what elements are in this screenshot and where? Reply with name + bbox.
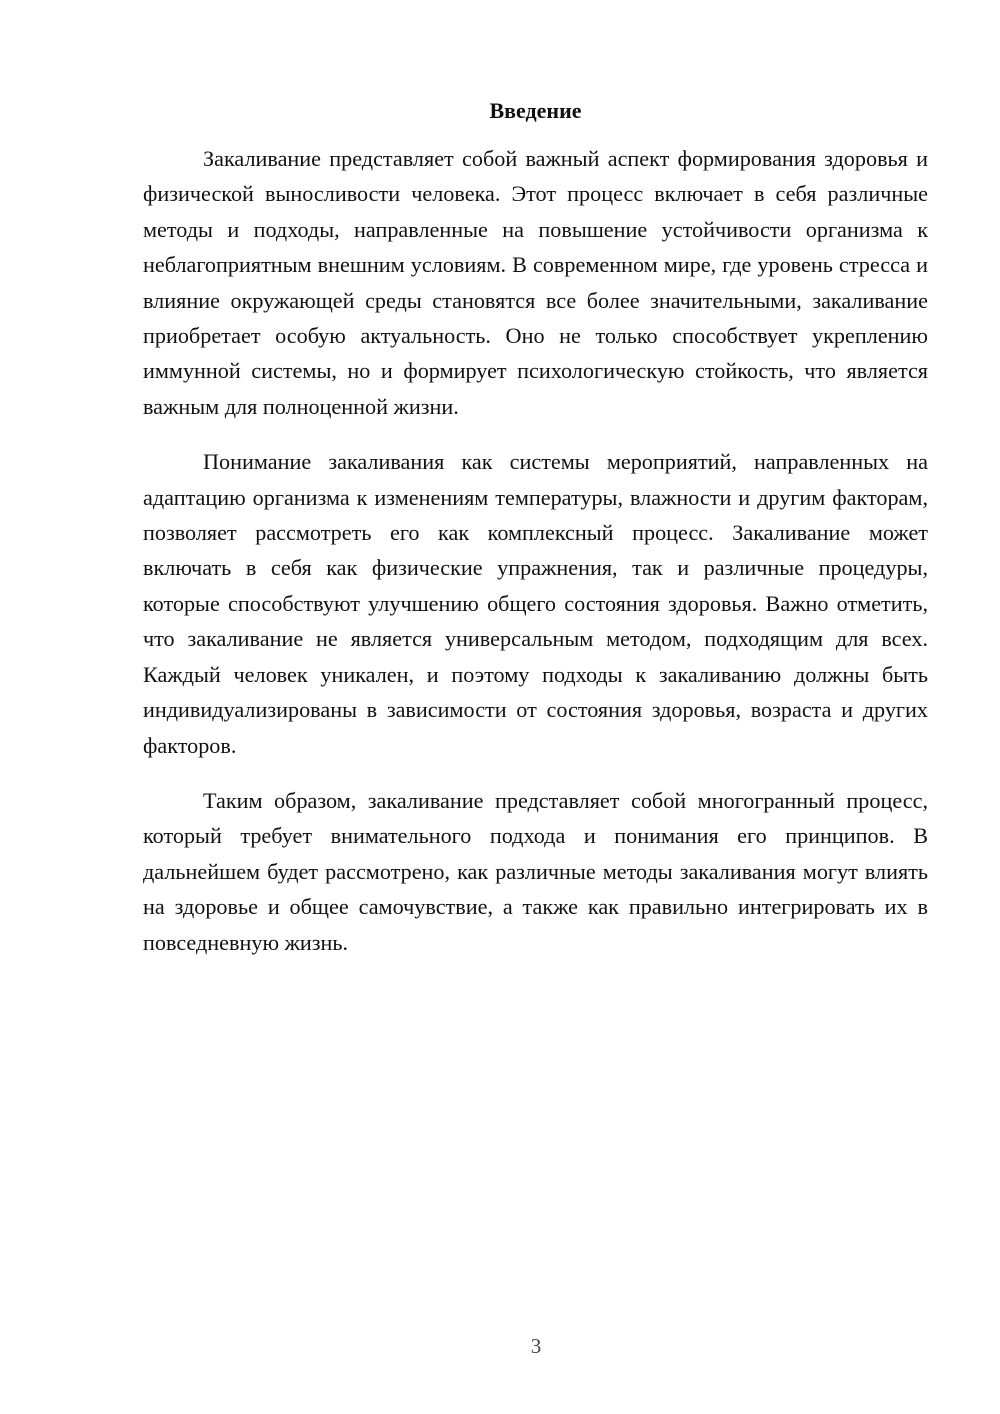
paragraph-3: Таким образом, закаливание представляет собой многогранный процесс, который требует внимательного подхода и понимания его принципов. В дальнейшем будет рассмотрено, как различные методы закаливания могут влиять на здоровье и общее самочувствие, а также как правильно интегрировать их в повседневную жизнь.	[143, 787, 928, 955]
paragraph-2: Понимание закаливания как системы мероприятий, направленных на адаптацию организма к изменениям температуры, влажности и другим факторам, позволяет рассмотреть его как комплексный процесс. Закаливание может включать в себя как физические упражнения, так и различные процедуры, которые способствуют улучшению общего состояния здоровья. Важно отметить, что закаливание не является универсальным методом, подходящим для всех. Каждый человек уникален, и поэтому подходы к закаливанию должны быть индивидуализированы в зависимости от состояния здоровья, возраста и других факторов.	[143, 449, 928, 758]
page-number: 3	[530, 1334, 542, 1358]
section-heading: Введение	[489, 98, 582, 123]
document-body	[143, 141, 928, 980]
paragraph-1: Закаливание представляет собой важный аспект формирования здоровья и физической выносливости человека. Этот процесс включает в себя различные методы и подходы, направленные на повышение устойчивости организма к неблагоприятным внешним условиям. В современном мире, где уровень стресса и влияние окружающей среды становятся все более значительными, закаливание приобретает особую актуальность. Оно не только способствует укреплению иммунной системы, но и формирует психологическую стойкость, что является важным для полноценной жизни.	[143, 146, 928, 419]
